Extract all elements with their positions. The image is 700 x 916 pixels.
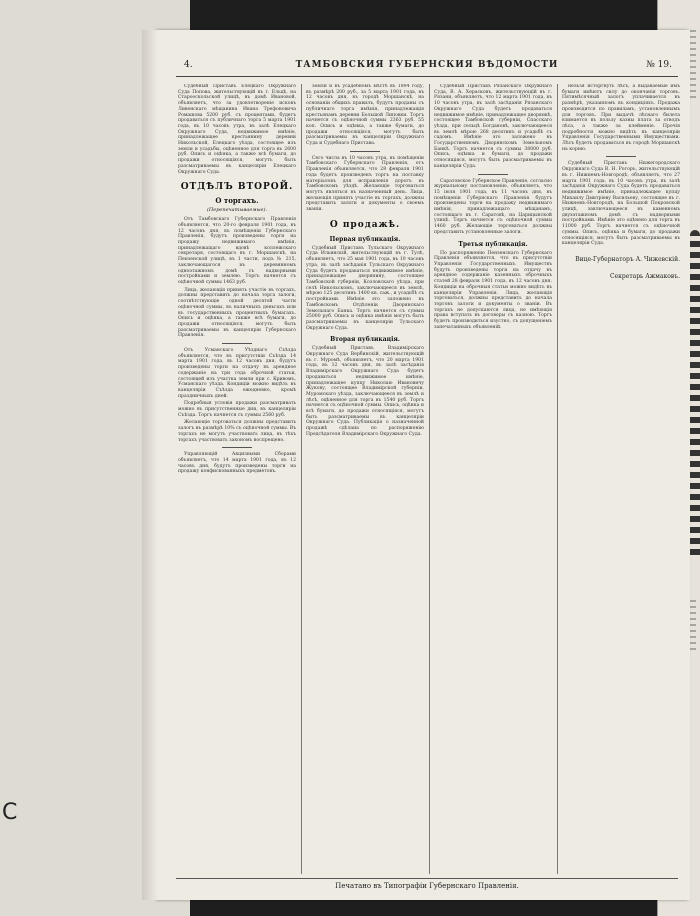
section-title: О продажѣ. <box>329 219 401 230</box>
section-subtitle: О торгахъ. <box>215 196 259 206</box>
notice-text: По распоряженію Пензенскаго Губернскаго Правленія объявляется, что въ присутствіи Управленія Государственныхъ Имуществъ будутъ произведены торги на отдачу въ арендное содержаніе казенныхъ оброчныхъ статей 28 февраля 1901 года, въ 12 часовъ дня. Кондиціи на оброчныя статьи можно видѣть въ канцеляріи Управленія. Лица, желающія торговаться, должны представить до начала торговъ залоги и документы о званіи. Въ торгахъ не допускаются лица, не имѣющія права вступать въ договоры съ казною. Торгъ будетъ производиться изустно, съ допущеніемъ запечатанныхъ объявленій. <box>434 250 552 330</box>
notice-text: Лица, желающія принять участіе въ торгахъ, должны представить до начала торга залоги, соотвѣтствующіе одной десятой части оцѣночной суммы, въ наличныхъ деньгахъ или въ государственныхъ процентныхъ бумагахъ. Опись и оцѣнка, а также всѣ бумаги, до продажи относящіяся, могутъ быть разсматриваемы въ канцеляріи Губернскаго Правленія. <box>178 287 296 339</box>
notice-text: Отъ Усманскаго Уѣзднаго Съѣзда объявляется, что въ присутствіи Съѣзда 14 марта 1901 года, въ 12 часовъ дня, будутъ произведены торги на отдачу въ арендное содержаніе на три года оброчной статьи, состоящей изъ участка земли при с. Кривомъ, Усманскаго уѣзда. Кондиціи можно видѣть въ канцеляріи Съѣзда ежедневно, кромѣ праздничныхъ дней. <box>178 348 296 399</box>
issue-number: № 19. <box>646 60 672 70</box>
divider <box>222 343 252 344</box>
notice-text: Судебный Приставъ Нижегородскаго Окружнаго Суда В. Н. Рогоръ, жительствующій въ г. Нижнемъ-Новгородѣ, объявляетъ, что 27 марта 1901 года, въ 10 часовъ утра, въ залѣ засѣданія Окружнаго Суда будетъ продаваться недвижимое имѣніе, принадлежащее купцу Михаилу Дмитріеву Васильеву, состоящее въ г. Нижнемъ-Новгородѣ, на Большой Покровской улицѣ, заключающееся въ каменномъ двухэтажномъ домѣ съ надворными постройками. Имѣніе это оцѣнено для торга въ 11000 руб. Торгъ начнется съ оцѣночной суммы. Опись, оцѣнка и бумаги, до продажи относящіяся, могутъ быть разсматриваемы въ канцеляріи Суда. <box>562 161 680 247</box>
notice-text: Желающіе торговаться должны представить залогъ въ размѣрѣ 10% съ оцѣночной суммы. Въ торгахъ не могутъ участвовать лица, въ тѣхъ торгахъ участвовать закономъ воспрещено. <box>178 420 296 443</box>
column-rule <box>301 84 302 874</box>
text-columns <box>178 84 678 874</box>
page-header <box>176 56 678 77</box>
notice-text: Судебный Приставъ Рязанскаго Окружнаго Суда, В. А. Херасковъ, жительствующій въ г. Рязани, объявляетъ, что 12 марта 1901 года, въ 10 часовъ утра, въ залѣ засѣданія Рязанскаго Окружнаго Суда будетъ продаваться недвижимое имѣніе, принадлежащее дворянкѣ, состоящее Тамбовской губерніи, Спасскаго уѣзда, при сельцѣ Богдановѣ, заключающееся въ землѣ мѣрою 268 десятинъ и усадьбѣ съ садомъ. Имѣніе это заложено въ Государственномъ Дворянскомъ Земельномъ Банкѣ. Торгъ начнется съ суммы 38000 руб. Опись, оцѣнка и бумаги, до продажи относящіяся, могутъ быть разсматриваемы въ канцеляріи Суда. <box>434 84 552 169</box>
column-1 <box>178 84 296 874</box>
publication-heading: Третья публикація. <box>458 240 528 248</box>
signature-secretary: Секретарь Ажмаковъ. <box>610 272 680 280</box>
notice-text: нельзя исторгнуть лѣсъ, а выдаваемые имъ бумаги имѣютъ силу до окончанія торговъ. Пятимѣсячный залогъ уплачивается въ размѣрѣ, указанномъ въ кондиціяхъ. Продажа производится по правиламъ, установленнымъ для торговъ. При выдачѣ лѣснаго билета взимается въ пользу казны плата за отводъ лѣса, а также за клейменіе. Прочія подробности можно видѣть въ канцеляріи Управленія Государственными Имуществами. Лѣсъ будетъ продаваться въ городѣ Моршанскѣ на корню. <box>562 84 680 152</box>
signature-vice-governor: Вице-Губернаторъ А. Чижевскій. <box>575 255 680 263</box>
column-rule <box>557 84 558 874</box>
notice-text: Управляющій Акцизными Сборами объявляетъ, что 14 марта 1901 года, въ 12 часовъ дня, будутъ произведены торги на продажу конфискованныхъ предметовъ. <box>178 452 296 475</box>
notice-text: Сего числа въ 10 часовъ утра, въ помѣщеніи Тамбовскаго Губернскаго Правленія, отъ Правленія объявляется, что 28 февраля 1901 года будетъ произведенъ торгъ на поставку матеріаловъ для исправленія дорогъ въ Тамбовскомъ уѣздѣ. Желающіе торговаться могутъ являться въ назначенный день. Лица, желающія принять участіе въ торгахъ, должны представить залоги и документы о своемъ званіи. <box>306 155 424 213</box>
section-note: (Перепечатываемые). <box>206 207 268 214</box>
notice-text: Судебный Приставъ Тульскаго Окружнаго Суда Ильинскій, жительствующій въ г. Тулѣ, объявляетъ, что 25 мая 1901 года, въ 10 часовъ утра, въ залѣ засѣданія Тульскаго Окружнаго Суда будетъ продаваться недвижимое имѣніе, принадлежащее дворянину, состоящее Тамбовской губерніи, Козловскаго уѣзда, при селѣ Никольскомъ, заключающееся въ землѣ, мѣрою 125 десятинъ 1400 кв. саж., и усадьбѣ съ постройками. Имѣніе это заложено въ Тамбовскомъ Отдѣленіи Дворянскаго Земельнаго Банка. Торгъ начнется съ суммы 25000 руб. Опись и оцѣнка имѣнія могутъ быть разсматриваемы въ канцеляріи Тульскаго Окружнаго Суда. <box>306 245 424 331</box>
divider <box>478 174 508 175</box>
page-footer: Печатано въ Типографіи Губернскаго Правленія. <box>176 878 678 896</box>
binding-ring <box>690 230 700 560</box>
publication-heading: Вторая публикація. <box>330 336 400 344</box>
column-rule <box>429 84 430 874</box>
section-title: ОТДѢЛЪ ВТОРОЙ. <box>180 182 294 193</box>
notice-text: земли и въ усадебномъ мѣстѣ въ 1894 году, въ размѣрѣ 200 руб., за 5 марта 1901 года, въ 12 часовъ дня, въ городѣ Моршанскѣ, на основаніи общихъ правилъ, будутъ проданы съ публичнаго торга имѣнія, принадлежащія крестьянамъ деревни Большой Липовки. Торгъ начнется съ оцѣночной суммы 2363 руб. 55 коп. Опись и оцѣнка, а также бумаги, до продажи относящіяся, могутъ быть разсматриваемы въ канцеляріи Окружнаго Суда и Судебнаго Пристава. <box>306 84 424 147</box>
notice-text: Судебный Приставъ Елецкаго Окружнаго Суда Попова, жительствующій въ г. Ельцѣ, на Старооскольской улицѣ, въ домѣ Ивановой, объявляетъ, что за удовлетвореніе исковъ Ливенскаго мѣщанина Ивана Трефоновича Ромашова 5200 руб. съ процентами, будетъ продаваться съ публичнаго торга 5 марта 1901 года, въ 10 часовъ утра, въ залѣ Елецкаго Окружнаго Суда, недвижимое имѣніе, принадлежащее крестьянину деревни Никольской, Елецкаго уѣзда, состоящее изъ земли и усадьбы, оцѣненное для торга въ 2600 руб. Опись и оцѣнка, а также всѣ бумаги, до продажи относящіяся, могутъ быть разсматриваемы въ канцеляріи Елецкаго Окружнаго Суда. <box>178 84 296 175</box>
column-4 <box>562 84 680 874</box>
newspaper-title: ТАМБОВСКИЯ ГУБЕРНСКИЯ ВѢДОМОСТИ <box>295 60 559 70</box>
notice-text: Подробныя условія продажи разсматривать можно въ присутственные дни, въ канцеляріи Съѣзда. Торгъ начнется съ суммы 2560 руб. <box>178 401 296 418</box>
publication-heading: Первая публикація. <box>329 235 401 243</box>
newspaper-page <box>158 30 690 900</box>
notice-text: Судебный Приставъ Владимірскаго Окружнаго Суда Вербинскій, жительствующій въ г. Муромѣ, объявляетъ, что 20 марта 1901 года, въ 12 часовъ дня, въ залѣ засѣданія Владимірскаго Окружнаго Суда будетъ продаваться недвижимое имѣніе, принадлежащее купцу Николаю Ивановичу Жукову, состоящее Владимірской губерніи, Муромскаго уѣзда, заключающееся въ землѣ и лѣсѣ, оцѣненное для торга въ 1540 руб. Торгъ начнется съ оцѣночной суммы. Опись, оцѣнка и всѣ бумаги, до продажи относящіяся, могутъ быть разсматриваемы въ канцеляріи Окружнаго Суда. Публикація о назначенной продажѣ сдѣлана по распоряженію Предсѣдателя Владимірскаго Окружнаго Суда. <box>306 346 424 437</box>
divider <box>350 151 380 152</box>
underlying-page-letter: С <box>2 800 18 825</box>
divider <box>222 447 252 448</box>
page-number: 4. <box>184 60 193 70</box>
notice-text: Саратовское Губернское Правленіе, согласно журнальному постановленію, объявляетъ, что 15 іюля 1901 года, въ 11 часовъ дня, въ помѣщеніи Губернскаго Правленія будутъ произведены торги на продажу недвижимаго имѣнія, принадлежащаго мѣщанамъ, состоящаго въ г. Саратовѣ, на Царицынской улицѣ. Торгъ начнется съ оцѣночной суммы 1460 руб. Желающіе торговаться должны представить установленные залоги. <box>434 178 552 235</box>
divider <box>606 156 636 157</box>
column-2 <box>306 84 424 874</box>
notice-text: Отъ Тамбовскаго Губернскаго Правленія объявляется, что 20-го февраля 1901 года, въ 12 часовъ дня, въ помѣщеніи Губернскаго Правленія, будутъ произведены торги на продажу недвижимаго имѣнія, принадлежащаго вдовѣ коллежскаго секретаря, состоящаго въ г. Моршанскѣ, на Пензенской улицѣ, въ 1 части, подъ № 215, заключающагося въ деревянномъ одноэтажномъ домѣ съ надворными постройками и землею. Торгъ начнется съ оцѣночной суммы 1463 руб. <box>178 217 296 285</box>
column-3 <box>434 84 552 874</box>
